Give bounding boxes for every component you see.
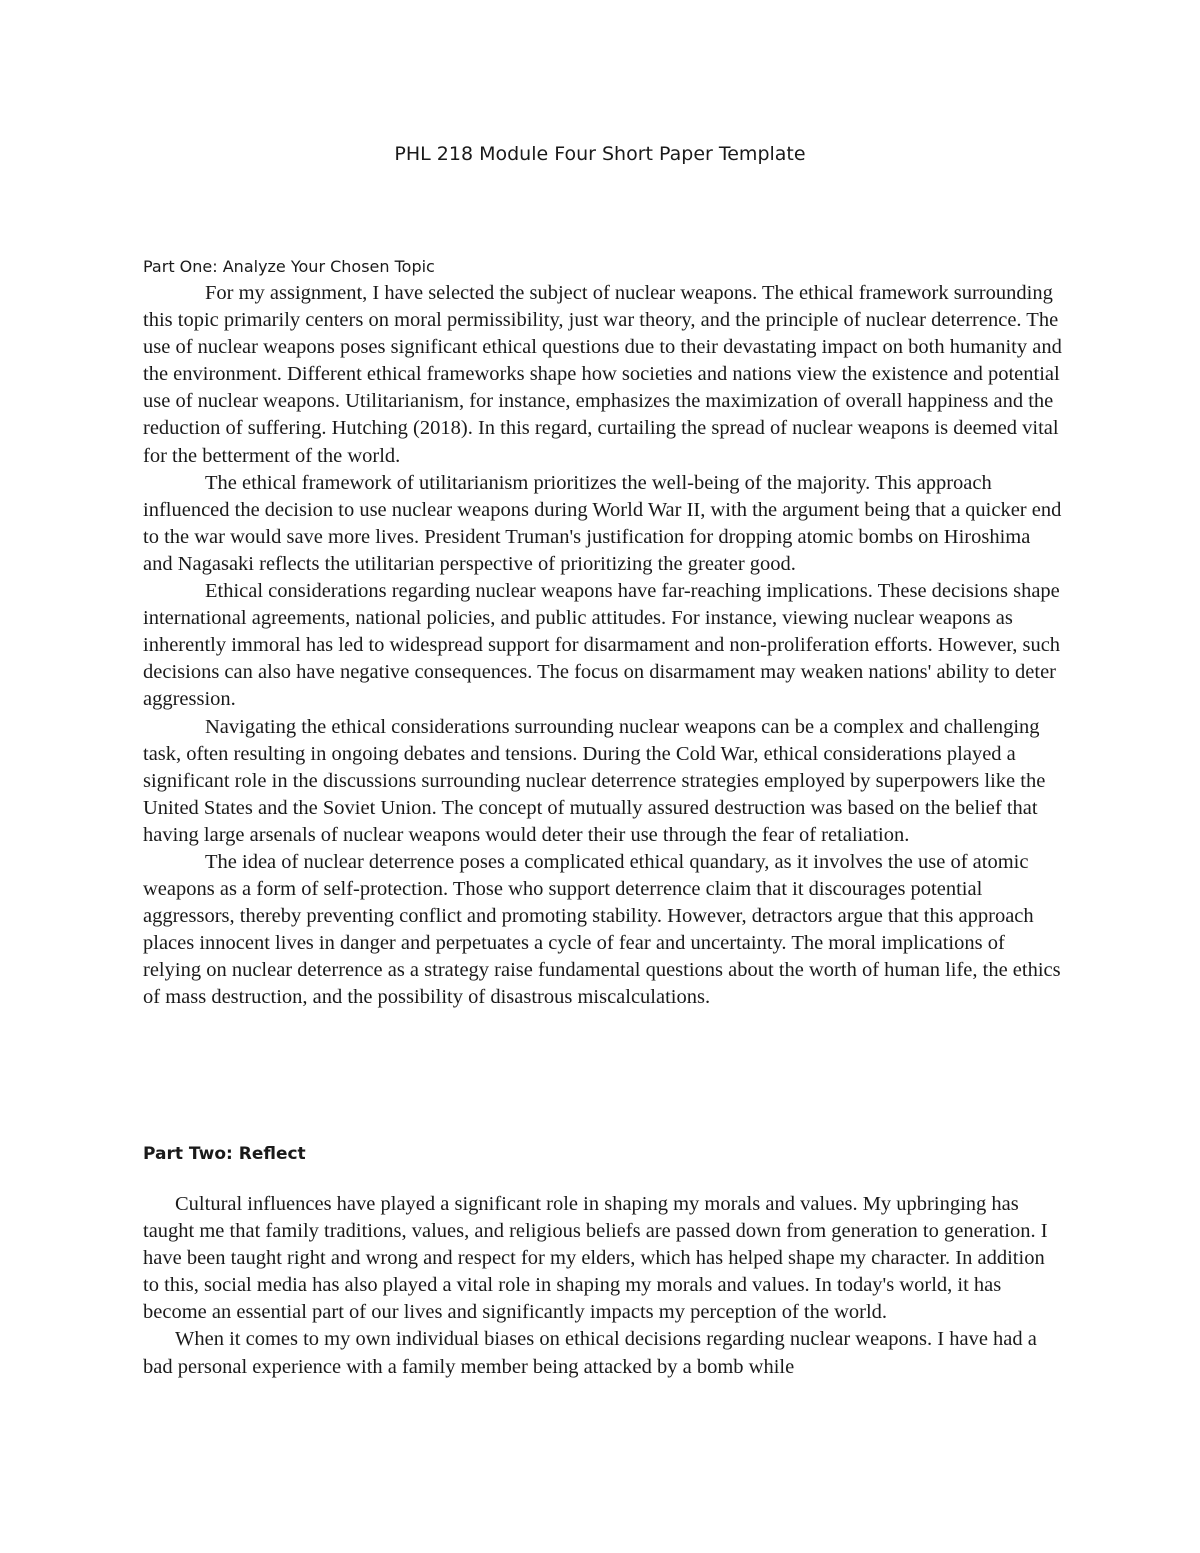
part-one-heading: Part One: Analyze Your Chosen Topic [143, 257, 435, 276]
spacer [143, 1167, 1063, 1191]
part-two-heading: Part Two: Reflect [143, 1144, 306, 1164]
part-one-paragraph: For my assignment, I have selected the subject of nuclear weapons. The ethical framework surrounding this topic primarily centers on moral permissibility, just war theory, and the principle of nuclear deterrence. The use of nuclear weapons poses significant ethical questions due to their devastating impact on both humanity and the environment. Different ethical frameworks shape how societies and nations view the existence and potential use of nuclear weapons. Utilitarianism, for instance, emphasizes the maximization of overall happiness and the reduction of suffering. Hutching (2018). In this regard, curtailing the spread of nuclear weapons is deemed vital for the betterment of the world. [143, 282, 1062, 467]
part-one-paragraph: Ethical considerations regarding nuclear weapons have far-reaching implications. These decisions shape international agreements, national policies, and public attitudes. For instance, viewing nuclear weapons as inherently immoral has led to widespread support for disarmament and non-proliferation efforts. However, such decisions can also have negative consequences. The focus on disarmament may weaken nations' ability to deter aggression. [143, 580, 1061, 711]
part-two-paragraph: When it comes to my own individual biases on ethical decisions regarding nuclear weapons. I have had a bad personal experience with a family member being attacked by a bomb while [143, 1328, 1037, 1378]
part-one-paragraph: Navigating the ethical considerations surrounding nuclear weapons can be a complex and challenging task, often resulting in ongoing debates and tensions. During the Cold War, ethical considerations played a significant role in the discussions surrounding nuclear deterrence strategies employed by superpowers like the United States and the Soviet Union. The concept of mutually assured destruction was based on the belief that having large arsenals of nuclear weapons would deter their use through the fear of retaliation. [143, 715, 1046, 846]
part-one-section [143, 254, 1063, 1012]
part-two-paragraph: Cultural influences have played a significant role in shaping my morals and values. My upbringing has taught me that family traditions, values, and religious beliefs are passed down from generation to generation. I have been taught right and wrong and respect for my elders, which has helped shape my character. In addition to this, social media has also played a vital role in shaping my morals and values. In today's world, it has become an essential part of our lives and significantly impacts my perception of the world. [143, 1193, 1048, 1324]
part-two-section [143, 1141, 1063, 1381]
part-one-paragraph: The idea of nuclear deterrence poses a complicated ethical quandary, as it involves the use of atomic weapons as a form of self-protection. Those who support deterrence claim that it discourages potential aggressors, thereby preventing conflict and promoting stability. However, detractors argue that this approach places innocent lives in danger and perpetuates a cycle of fear and uncertainty. The moral implications of relying on nuclear deterrence as a strategy raise fundamental questions about the worth of human life, the ethics of mass destruction, and the possibility of disastrous miscalculations. [143, 850, 1061, 1009]
part-one-paragraph: The ethical framework of utilitarianism prioritizes the well-being of the majority. This approach influenced the decision to use nuclear weapons during World War II, with the argument being that a quicker end to the war would save more lives. President Truman's justification for dropping atomic bombs on Hiroshima and Nagasaki reflects the utilitarian perspective of prioritizing the greater good. [143, 471, 1062, 575]
document-title: PHL 218 Module Four Short Paper Template [394, 143, 806, 165]
